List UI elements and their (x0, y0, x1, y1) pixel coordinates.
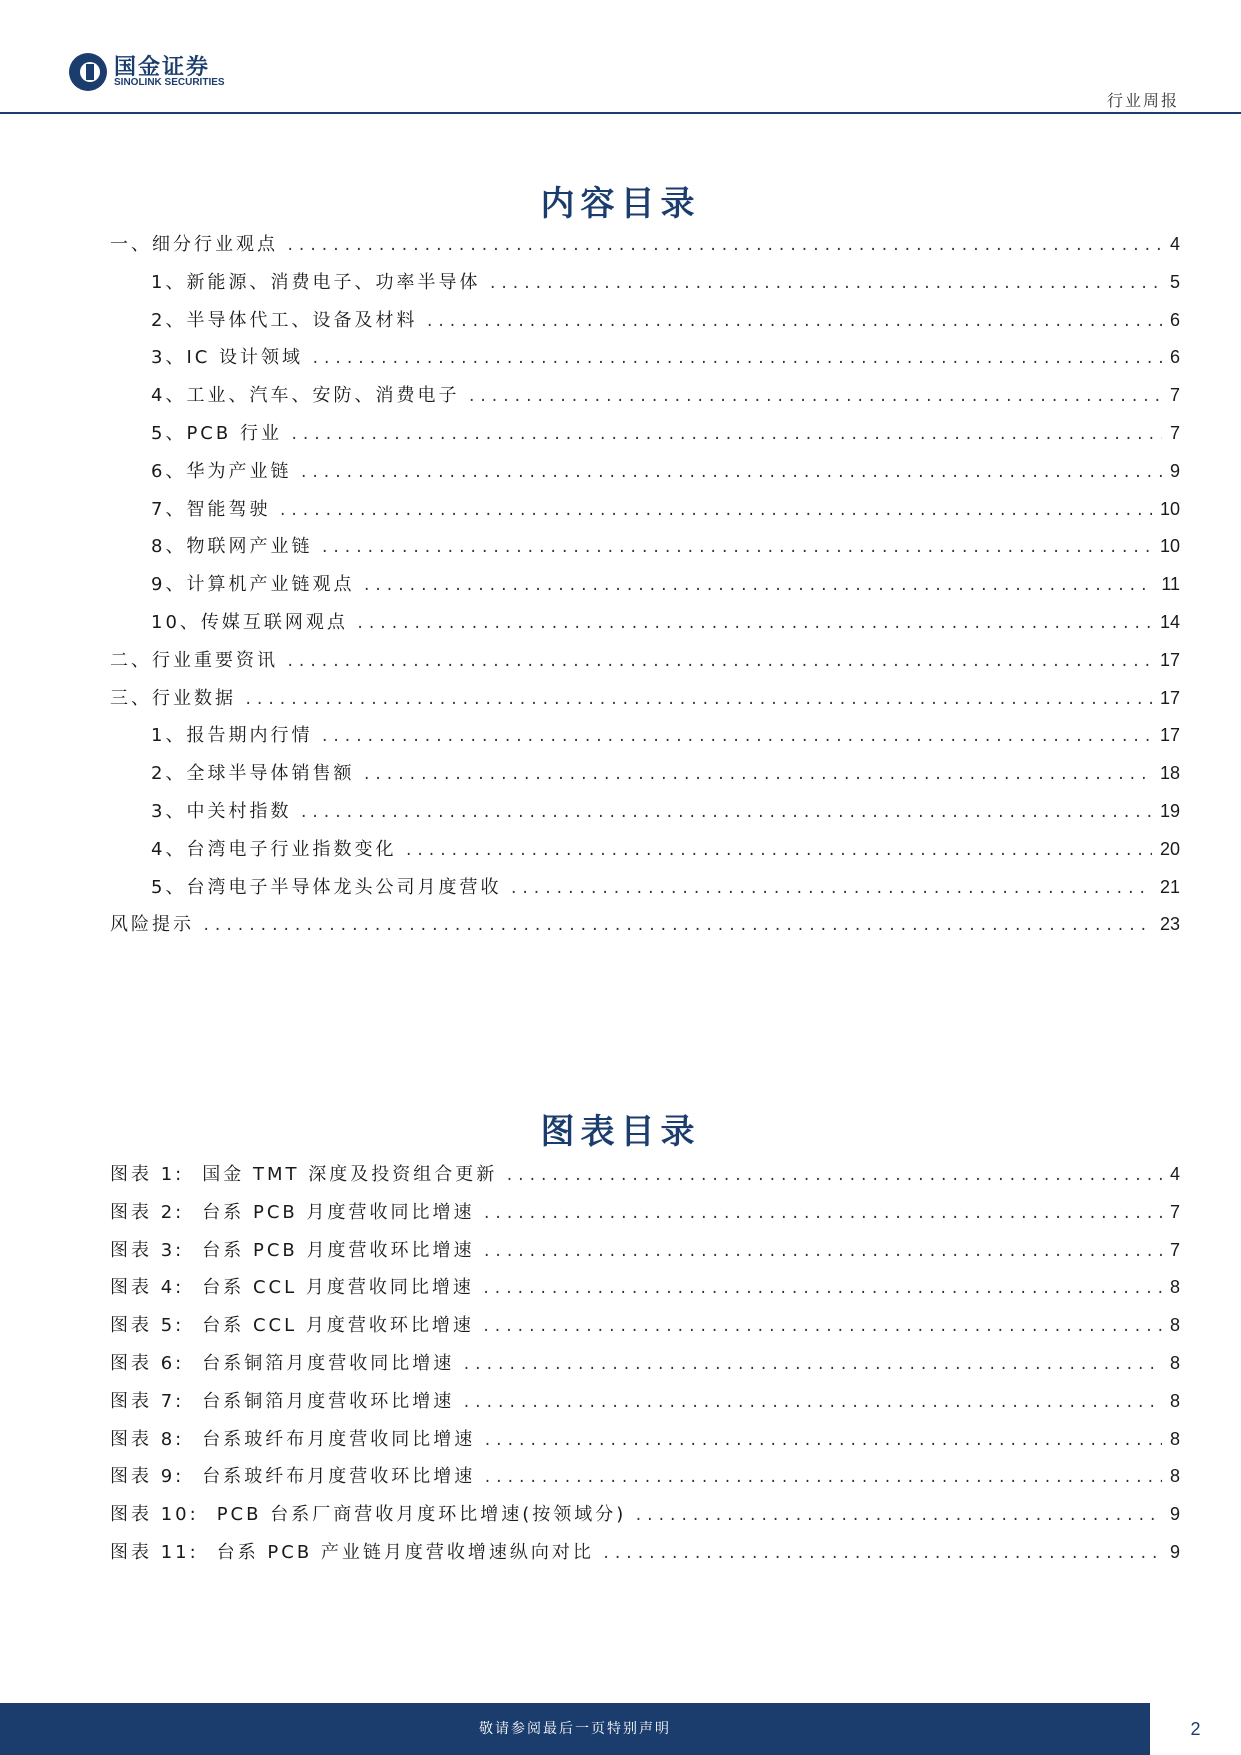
toc-entry-page: 6 (1169, 347, 1180, 367)
toc-leader-dots (404, 843, 1152, 859)
toc-entry-label: 二、行业重要资讯 (110, 650, 278, 671)
toc-entry-label: 8、物联网产业链 (151, 536, 313, 557)
figure-entry[interactable] (110, 1387, 1180, 1413)
toc-entry-page: 7 (1169, 423, 1180, 443)
figure-entry[interactable] (110, 1425, 1180, 1451)
figure-entry[interactable] (110, 1198, 1180, 1224)
toc-entry-page: 18 (1159, 763, 1180, 783)
toc-entry[interactable] (151, 759, 1180, 785)
figure-entry-page: 9 (1169, 1542, 1180, 1562)
figure-entry-page: 7 (1169, 1202, 1180, 1222)
toc-leader-dots (602, 1546, 1162, 1562)
toc-entry[interactable] (110, 230, 1180, 256)
toc-entry-label: 9、计算机产业链观点 (151, 574, 355, 595)
toc-leader-dots (278, 503, 1152, 519)
toc-leader-dots (505, 1168, 1162, 1184)
sinolink-logo-icon (68, 52, 108, 92)
toc-leader-dots (482, 1281, 1162, 1297)
contents-title: 内容目录 (540, 184, 701, 224)
toc-leader-dots (467, 389, 1162, 405)
toc-entry-label: 2、全球半导体销售额 (151, 763, 355, 784)
report-type-label: 行业周报 (1106, 91, 1179, 110)
figure-entry-label: 台系铜箔月度营收环比增速 (202, 1391, 455, 1412)
toc-leader-dots (425, 314, 1162, 330)
figure-entry-label: 国金 TMT 深度及投资组合更新 (202, 1164, 498, 1185)
logo-chinese-name: 国金证券 (114, 55, 211, 80)
toc-entry[interactable] (151, 721, 1180, 747)
toc-leader-dots (488, 276, 1162, 292)
toc-entry-label: 2、半导体代工、设备及材料 (151, 310, 418, 331)
toc-leader-dots (482, 1206, 1162, 1222)
toc-entry-page: 21 (1159, 877, 1180, 897)
figure-entry-page: 7 (1169, 1240, 1180, 1260)
toc-entry-label: 3、中关村指数 (151, 801, 292, 822)
figure-entry-page: 8 (1169, 1391, 1180, 1411)
toc-entry[interactable] (151, 608, 1180, 634)
figure-entry-page: 8 (1169, 1429, 1180, 1449)
toc-leader-dots (362, 767, 1152, 783)
figure-entry-label: 台系 PCB 月度营收同比增速 (202, 1202, 475, 1223)
toc-entry-page: 17 (1159, 725, 1180, 745)
toc-leader-dots (299, 465, 1162, 481)
figures-title: 图表目录 (540, 1112, 701, 1152)
toc-leader-dots (286, 654, 1152, 670)
toc-entry-page: 17 (1159, 688, 1180, 708)
figure-entry[interactable] (110, 1311, 1180, 1337)
toc-entry[interactable] (151, 306, 1180, 332)
toc-leader-dots (290, 427, 1162, 443)
figure-entry-label: 台系 CCL 月度营收环比增速 (202, 1315, 474, 1336)
toc-leader-dots (462, 1357, 1162, 1373)
toc-leader-dots (320, 729, 1152, 745)
toc-entry[interactable] (110, 684, 1180, 710)
toc-entry-page: 7 (1169, 385, 1180, 405)
toc-entry[interactable] (151, 835, 1180, 861)
toc-entry-page: 10 (1159, 536, 1180, 556)
figure-entry[interactable] (110, 1462, 1180, 1488)
figure-entry-page: 8 (1169, 1315, 1180, 1335)
toc-leader-dots (482, 1319, 1162, 1335)
toc-entry-page: 9 (1169, 461, 1180, 481)
figure-entry-label: 台系玻纤布月度营收同比增速 (202, 1429, 476, 1450)
toc-entry[interactable] (151, 381, 1180, 407)
logo-english-name: SINOLINK SECURITIES (114, 77, 225, 88)
toc-entry-page: 4 (1169, 234, 1180, 254)
toc-leader-dots (244, 692, 1152, 708)
toc-entry[interactable] (151, 532, 1180, 558)
toc-leader-dots (286, 238, 1162, 254)
toc-entry-page: 17 (1159, 650, 1180, 670)
toc-entry-label: 1、报告期内行情 (151, 725, 313, 746)
toc-entry[interactable] (151, 343, 1180, 369)
toc-entry[interactable] (151, 570, 1180, 596)
toc-entry-label: 5、台湾电子半导体龙头公司月度营收 (151, 877, 502, 898)
toc-leader-dots (202, 918, 1152, 934)
toc-entry-label: 1、新能源、消费电子、功率半导体 (151, 272, 481, 293)
toc-leader-dots (634, 1508, 1162, 1524)
toc-entry[interactable] (151, 419, 1180, 445)
header-divider (0, 112, 1241, 114)
toc-leader-dots (299, 805, 1152, 821)
toc-leader-dots (362, 578, 1153, 594)
toc-entry[interactable] (151, 797, 1180, 823)
page-number: 2 (1190, 1719, 1201, 1739)
toc-entry-label: 3、IC 设计领域 (151, 347, 304, 368)
toc-entry-page: 20 (1159, 839, 1180, 859)
figure-entry-number: 图表 4: (110, 1277, 185, 1298)
figure-entry-page: 8 (1169, 1353, 1180, 1373)
toc-entry-label: 一、细分行业观点 (110, 234, 278, 255)
toc-entry[interactable] (110, 646, 1180, 672)
figure-entry-page: 4 (1169, 1164, 1180, 1184)
figure-entry[interactable] (110, 1273, 1180, 1299)
figure-entry-label: 台系玻纤布月度营收环比增速 (202, 1466, 476, 1487)
figure-entry-number: 图表 10: (110, 1504, 199, 1525)
toc-entry-page: 6 (1169, 310, 1180, 330)
figure-entry-number: 图表 6: (110, 1353, 185, 1374)
figure-entry[interactable] (110, 1349, 1180, 1375)
toc-entry[interactable] (151, 495, 1180, 521)
figure-entry-label: 台系 PCB 产业链月度营收增速纵向对比 (216, 1542, 594, 1563)
figure-entry[interactable] (110, 1500, 1180, 1526)
figure-entry-number: 图表 8: (110, 1429, 185, 1450)
toc-entry-label: 三、行业数据 (110, 688, 236, 709)
toc-entry-label: 7、智能驾驶 (151, 499, 271, 520)
toc-leader-dots (483, 1433, 1162, 1449)
figure-entry-label: PCB 台系厂商营收月度环比增速(按领域分) (216, 1504, 627, 1525)
toc-entry-page: 23 (1159, 914, 1180, 934)
figure-entry-page: 8 (1169, 1466, 1180, 1486)
toc-entry-label: 6、华为产业链 (151, 461, 292, 482)
toc-entry[interactable] (151, 457, 1180, 483)
figure-entry-label: 台系 PCB 月度营收环比增速 (202, 1240, 475, 1261)
figure-entry-page: 9 (1169, 1504, 1180, 1524)
figure-entry-number: 图表 7: (110, 1391, 185, 1412)
figure-entry[interactable] (110, 1538, 1180, 1564)
toc-leader-dots (320, 540, 1152, 556)
toc-leader-dots (462, 1395, 1162, 1411)
toc-entry-page: 11 (1161, 574, 1180, 594)
figure-entry-page: 8 (1169, 1277, 1180, 1297)
toc-leader-dots (482, 1244, 1162, 1260)
toc-entry-page: 10 (1159, 499, 1180, 519)
figure-entry-number: 图表 11: (110, 1542, 199, 1563)
toc-entry-label: 5、PCB 行业 (151, 423, 282, 444)
figure-entry-label: 台系 CCL 月度营收同比增速 (202, 1277, 474, 1298)
figure-entry[interactable] (110, 1236, 1180, 1262)
footer-disclaimer: 敬请参阅最后一页特别声明 (0, 1703, 1150, 1755)
toc-leader-dots (483, 1470, 1162, 1486)
figure-entry-number: 图表 1: (110, 1164, 185, 1185)
toc-entry-page: 5 (1169, 272, 1180, 292)
toc-entry-page: 14 (1159, 612, 1180, 632)
toc-entry-page: 19 (1159, 801, 1180, 821)
toc-entry-label: 4、台湾电子行业指数变化 (151, 839, 397, 860)
toc-entry[interactable] (151, 268, 1180, 294)
toc-leader-dots (311, 351, 1162, 367)
figure-entry-number: 图表 9: (110, 1466, 185, 1487)
figure-entry-label: 台系铜箔月度营收同比增速 (202, 1353, 455, 1374)
page-header (0, 0, 1241, 116)
figure-entry-number: 图表 3: (110, 1240, 185, 1261)
toc-entry-label: 4、工业、汽车、安防、消费电子 (151, 385, 460, 406)
toc-leader-dots (509, 881, 1152, 897)
toc-entry-label: 10、传媒互联网观点 (151, 612, 348, 633)
figure-entry-number: 图表 2: (110, 1202, 185, 1223)
figure-entry-number: 图表 5: (110, 1315, 185, 1336)
toc-leader-dots (356, 616, 1152, 632)
figure-entry[interactable] (110, 1160, 1180, 1186)
toc-entry[interactable] (151, 873, 1180, 899)
toc-entry[interactable] (110, 910, 1180, 936)
toc-entry-label: 风险提示 (110, 914, 194, 935)
